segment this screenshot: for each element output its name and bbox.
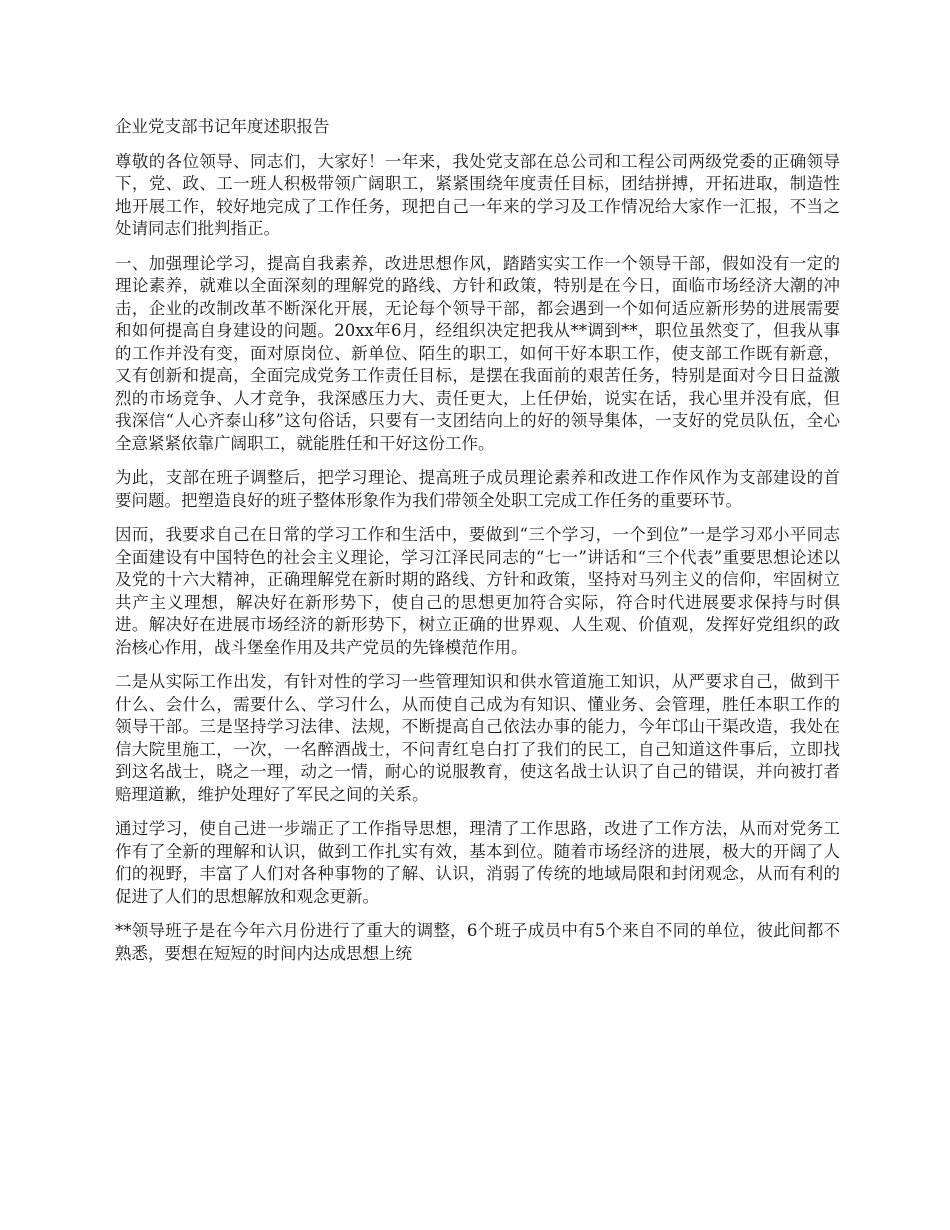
paragraph-theory-study: 一、加强理论学习，提高自我素养，改进思想作风，踏踏实实工作一个领导干部，假如没有一定的理论素养，就难以全面深刻的理解党的路线、方针和政策，特别是在今日，面临市场经济大潮的冲击，企业的改制改革不断深化开展，无论每个领导干部，都会遇到一个如何适应新形势的进展需要和如何提高自身建设的问题。20xx年6月，经组织决定把我从**调到**，职位虽然变了，但我从事的工作并没有变，面对原岗位、新单位、陌生的职工，如何干好本职工作，使支部工作既有新意，又有创新和提高，全面完成党务工作责任目标，是摆在我面前的艰苦任务，特别是面对今日日益激烈的市场竞争、人才竞争，我深感压力大、责任更大，上任伊始，说实在话，我心里并没有底，但我深信“人心齐泰山移”这句俗话，只要有一支团结向上的好的领导集体，一支好的党员队伍，全心全意紧紧依靠广阔职工，就能胜任和干好这份工作。 (115, 253, 840, 453)
paragraph-practical-work: 二是从实际工作出发，有针对性的学习一些管理知识和供水管道施工知识，从严要求自己，做到干什么、会什么，需要什么、学习什么，从而使自己成为有知识、懂业务、会管理，胜任本职工作的领导干部。三是坚持学习法律、法规，不断提高自己依法办事的能力，今年邙山干渠改造，我处在信大院里施工，一次，一名醉酒战士，不问青红皂白打了我们的民工，自己知道这件事后，立即找到这名战士，晓之一理，动之一情，耐心的说服教育，使这名战士认识了自己的错误，并向被打者赔理道歉，维护处理好了军民之间的关系。 (115, 672, 840, 804)
paragraph-greeting: 尊敬的各位领导、同志们，大家好！一年来，我处党支部在总公司和工程公司两级党委的正确领导下，党、政、工一班人积极带领广阔职工，紧紧围绕年度责任目标，团结拼搏，开拓进取，制造性地开展工作，较好地完成了工作任务，现把自己一年来的学习及工作情况给大家作一汇报，不当之处请同志们批判指正。 (115, 151, 840, 238)
document-page (115, 116, 840, 977)
paragraph-three-studies: 因而，我要求自己在日常的学习工作和生活中，要做到“三个学习，一个到位”一是学习邓小平同志全面建设有中国特色的社会主义理论，学习江泽民同志的“七一”讲话和“三个代表”重要思想论述以及党的十六大精神，正确理解党在新时期的路线、方针和政策，坚持对马列主义的信仰，牢固树立共产主义理想，解决好在新形势下，使自己的思想更加符合实际，符合时代进展要求保持与时俱进。解决好在进展市场经济的新形势下，树立正确的世界观、人生观、价值观，发挥好党组织的政治核心作用，战斗堡垒作用及共产党员的先锋模范作用。 (115, 525, 840, 657)
paragraph-leadership-adjustment: **领导班子是在今年六月份进行了重大的调整，6个班子成员中有5个来自不同的单位，彼此间都不熟悉，要想在短短的时间内达成思想上统 (115, 921, 840, 963)
paragraph-team-building: 为此，支部在班子调整后，把学习理论、提高班子成员理论素养和改进工作作风作为支部建设的首要问题。把塑造良好的班子整体形象作为我们带领全处职工完成工作任务的重要环节。 (115, 468, 840, 510)
document-title: 企业党支部书记年度述职报告 (115, 117, 330, 136)
paragraph-study-results: 通过学习，使自己进一步端正了工作指导思想，理清了工作思路，改进了工作方法，从而对党务工作有了全新的理解和认识，做到工作扎实有效，基本到位。随着市场经济的进展，极大的开阔了人们的视野，丰富了人们对各种事物的了解、认识，消弱了传统的地域局限和封闭观念，从而有利的促进了人们的思想解放和观念更新。 (115, 819, 840, 906)
